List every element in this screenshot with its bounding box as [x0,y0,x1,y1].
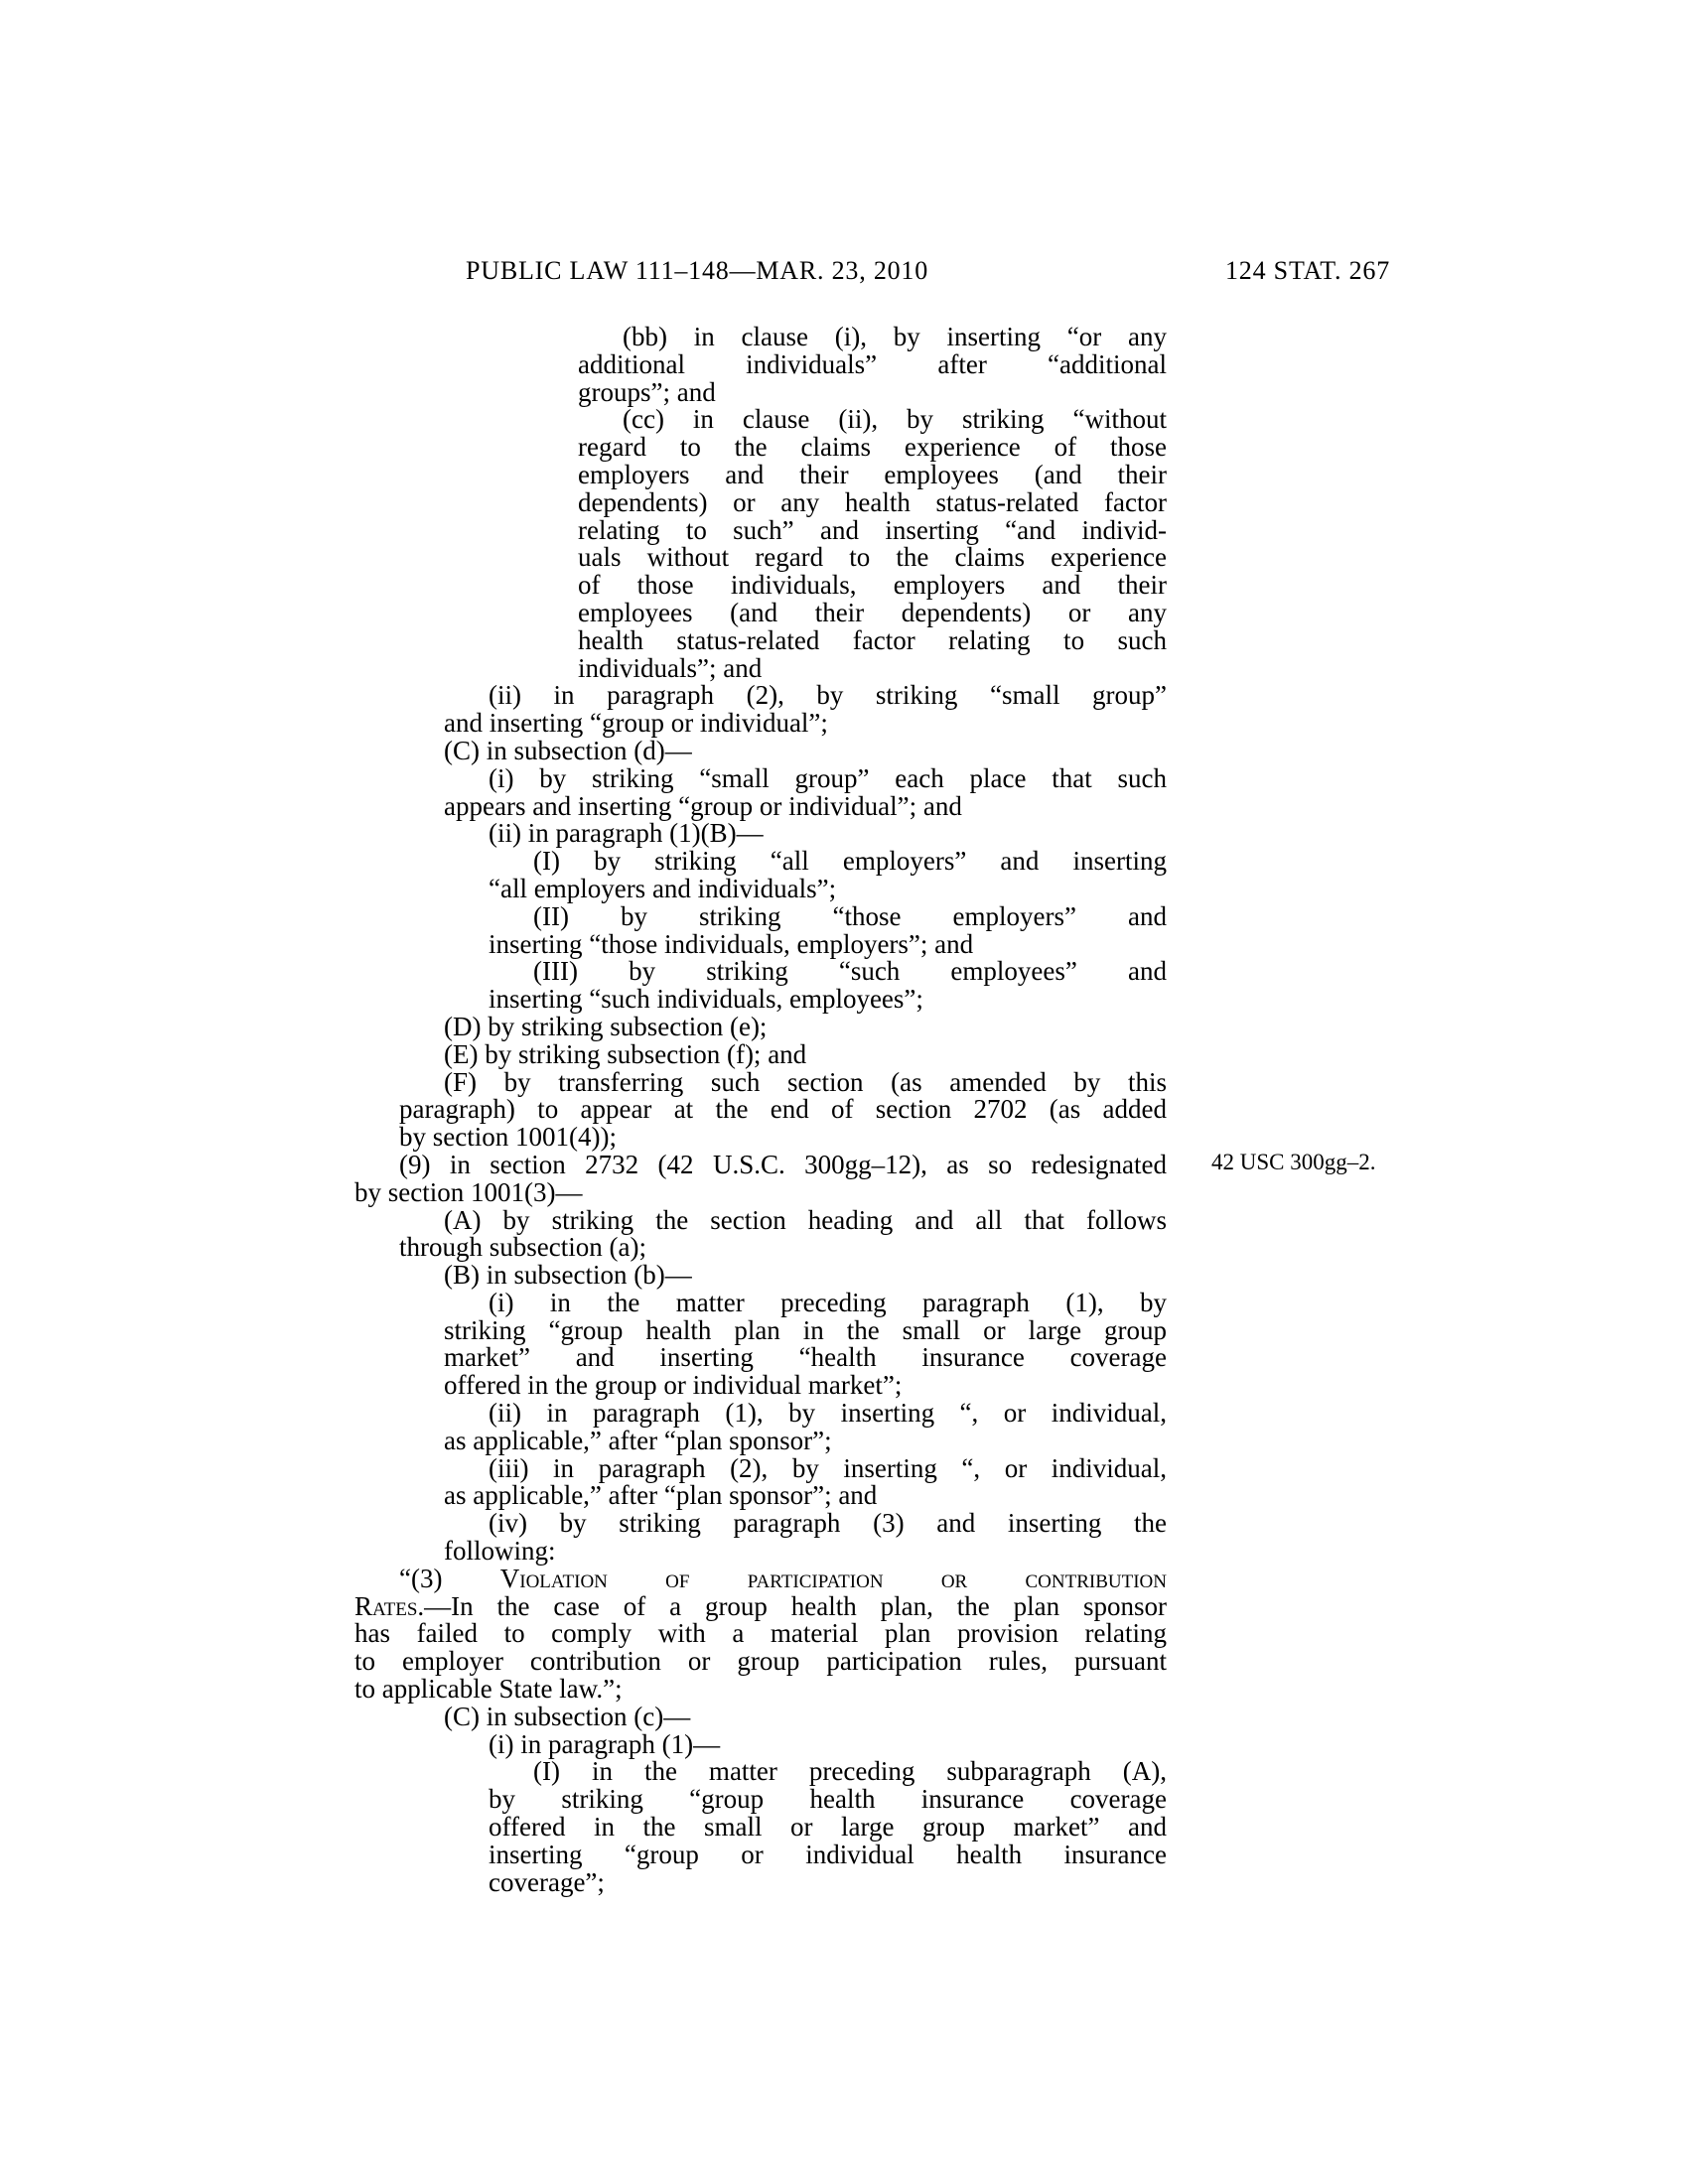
body-line: relating to such” and inserting “and individ- [578,514,1167,545]
body-line: uals without regard to the claims experience [578,542,1167,573]
body-line: offered in the small or large group market” and [489,1812,1167,1843]
body-line: striking “group health plan in the small or large group [444,1314,1167,1345]
body-line: regard to the claims experience of those [578,432,1167,463]
body-line: and inserting “group or individual”; [444,708,828,739]
body-line: “(3) Violation of participation or contribution [399,1563,1168,1593]
body-line: (ii) in paragraph (2), by striking “small group” [489,680,1167,711]
body-line: (bb) in clause (i), by inserting “or any [623,322,1167,351]
body-line: by section 1001(3)— [354,1176,583,1207]
body-line: (A) by striking the section heading and all that follows [444,1204,1167,1235]
body-line: (D) by striking subsection (e); [444,1011,768,1041]
body-line: (II) by striking “those employers” and [533,900,1167,931]
body-line: inserting “those individuals, employers”; and [489,928,974,959]
body-line: (B) in subsection (b)— [444,1260,692,1291]
body-line: (C) in subsection (d)— [444,735,692,765]
body-line: offered in the group or individual market”; [444,1370,903,1401]
body-line: of those individuals, employers and their [578,570,1167,601]
body-line: through subsection (a); [399,1232,646,1263]
body-line: following: [444,1536,556,1567]
body-line: (F) by transferring such section (as amended by this [444,1066,1167,1097]
body-line: market” and inserting “health insurance coverage [444,1342,1167,1373]
body-line: to employer contribution or group participation rules, pursuant [354,1646,1167,1677]
body-line: has failed to comply with a material plan provision relating [354,1618,1167,1649]
body-line: “all employers and individuals”; [489,873,837,903]
body-line: (i) by striking “small group” each place that such [489,762,1167,793]
body-line: (9) in section 2732 (42 U.S.C. 300gg–12), as so redesignated [399,1149,1167,1179]
body-line: dependents) or any health status-related factor [578,486,1167,517]
body-line: (cc) in clause (ii), by striking “without [623,404,1167,435]
body-line: coverage”; [489,1866,605,1897]
body-line: employers and their employees (and their [578,459,1167,489]
margin-note-usc-citation: 42 USC 300gg–2. [1211,1150,1376,1174]
body-line: appears and inserting “group or individual”; and [444,790,962,821]
statute-text-column [354,324,1167,1896]
body-line: as applicable,” after “plan sponsor”; and [444,1480,878,1511]
body-line: as applicable,” after “plan sponsor”; [444,1425,832,1455]
body-line: (I) in the matter preceding subparagraph (A), [533,1756,1167,1787]
body-line: additional individuals” after “additional [578,348,1167,379]
body-line: (iii) in paragraph (2), by inserting “, or individual, [489,1452,1167,1483]
body-line: health status-related factor relating to such [578,624,1167,655]
body-line: (ii) in paragraph (1)(B)— [489,818,764,849]
body-line: groups”; and [578,376,716,407]
body-line: (I) by striking “all employers” and inserting [533,846,1167,877]
body-line: inserting “group or individual health insurance [489,1839,1167,1869]
body-line: individuals”; and [578,652,763,683]
body-line: by striking “group health insurance coverage [489,1784,1167,1815]
header-law-title: PUBLIC LAW 111–148—MAR. 23, 2010 [466,256,929,285]
body-line: (III) by striking “such employees” and [533,956,1167,987]
body-line: paragraph) to appear at the end of section 2702 (as added [399,1094,1167,1125]
body-line: to applicable State law.”; [354,1674,623,1705]
body-line: (ii) in paragraph (1), by inserting “, or individual, [489,1398,1167,1429]
body-line: (E) by striking subsection (f); and [444,1038,807,1069]
body-line: inserting “such individuals, employees”; [489,984,923,1015]
body-line: employees (and their dependents) or any [578,597,1167,627]
body-line: (i) in paragraph (1)— [489,1728,721,1759]
header-stat-number: 124 STAT. 267 [1224,256,1390,285]
body-line: (i) in the matter preceding paragraph (1), by [489,1287,1167,1317]
body-line: (iv) by striking paragraph (3) and inserting the [489,1508,1167,1539]
body-line: Rates.—In the case of a group health plan, the plan sponsor [354,1590,1167,1621]
body-line: by section 1001(4)); [399,1122,617,1153]
body-line: (C) in subsection (c)— [444,1701,691,1731]
